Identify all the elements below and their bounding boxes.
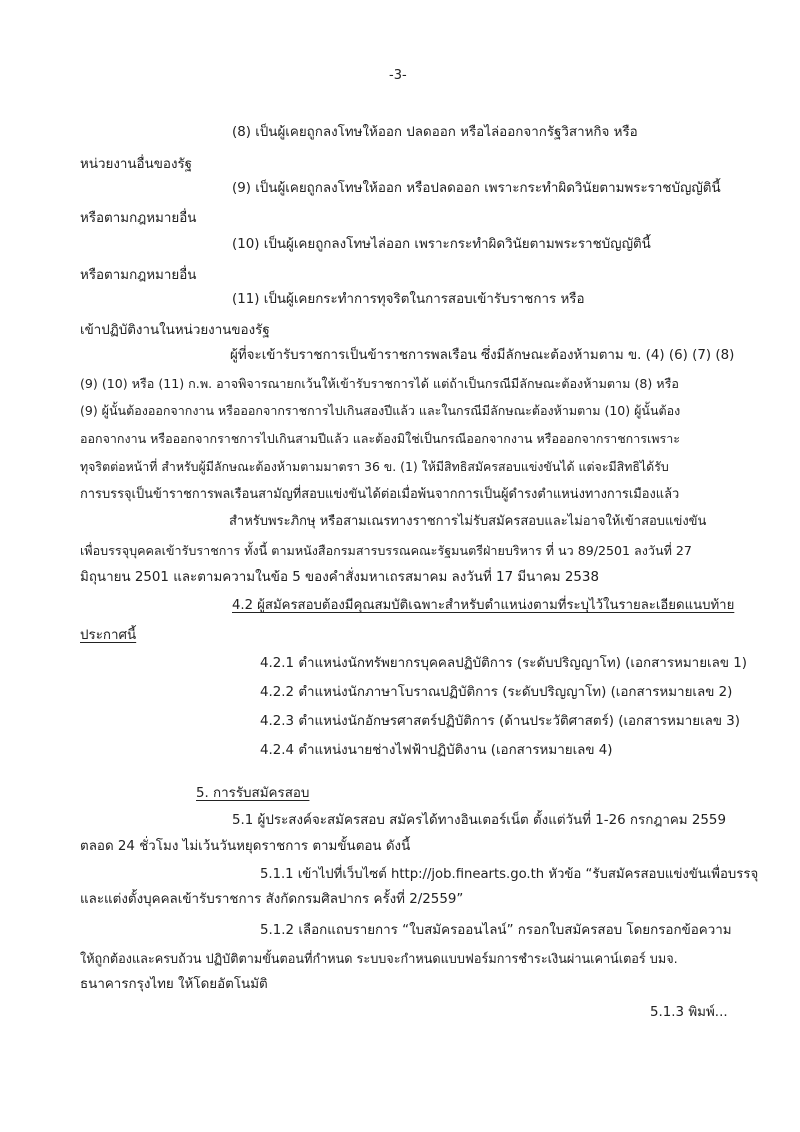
paragraph-line: 5.1.1 เข้าไปที่เว็บไซต์ http://job.finearts.go.th หัวข้อ “รับสมัครสอบแข่งขันเพื่อบรรจุ [260,867,759,882]
paragraph-line: เพื่อบรรจุบุคคลเข้ารับราชการ ทั้งนี้ ตามหนังสือกรมสารบรรณคณะรัฐมนตรีฝ่ายบริหาร ที่ นว 89/2501 ลงวันที่ 27 [80,543,692,558]
paragraph-line: (10) เป็นผู้เคยถูกลงโทษไล่ออก เพราะกระทำผิดวินัยตามพระราชบัญญัตินี้ [232,237,651,252]
paragraph-line: หน่วยงานอื่นของรัฐ [80,157,193,172]
paragraph-line: 5.1 ผู้ประสงค์จะสมัครสอบ สมัครได้ทางอินเตอร์เน็ต ตั้งแต่วันที่ 1-26 กรกฎาคม 2559 [232,813,726,828]
paragraph-line: ให้ถูกต้องและครบถ้วน ปฏิบัติตามขั้นตอนที่กำหนด ระบบจะกำหนดแบบฟอร์มการชำระเงินผ่านเคาน์เตอร์ บมจ. [80,951,678,966]
paragraph-line: (9) ผู้นั้นต้องออกจากงาน หรือออกจากราชการไปเกินสองปีแล้ว และในกรณีมีลักษณะต้องห้ามตาม (10) ผู้นั้นต้อง [80,403,681,418]
paragraph-line: ประกาศนี้ [80,628,137,643]
paragraph-line: (8) เป็นผู้เคยถูกลงโทษให้ออก ปลดออก หรือไล่ออกจากรัฐวิสาหกิจ หรือ [232,125,638,140]
list-item: 4.2.1 ตำแหน่งนักทรัพยากรบุคคลปฏิบัติการ (ระดับปริญญาโท) (เอกสารหมายเลข 1) [260,656,747,671]
paragraph-line: สำหรับพระภิกษุ หรือสามเณรทางราชการไม่รับสมัครสอบและไม่อาจให้เข้าสอบแข่งขัน [229,514,707,529]
list-item: 4.2.3 ตำแหน่งนักอักษรศาสตร์ปฏิบัติการ (ด้านประวัติศาสตร์) (เอกสารหมายเลข 3) [260,714,741,729]
paragraph-line: 5.1.2 เลือกแถบรายการ “ใบสมัครออนไลน์” กรอกใบสมัครสอบ โดยกรอกข้อความ [260,923,732,938]
paragraph-line: ทุจริตต่อหน้าที่ สำหรับผู้มีลักษณะต้องห้ามตามมาตรา 36 ข. (1) ให้มีสิทธิสมัครสอบแข่งขันได้ แต่จะมีสิทธิได้รับ [80,459,669,474]
list-item: 4.2.4 ตำแหน่งนายช่างไฟฟ้าปฏิบัติงาน (เอกสารหมายเลข 4) [260,743,613,758]
paragraph-line: มิถุนายน 2501 และตามความในข้อ 5 ของคำสั่งมหาเถรสมาคม ลงวันที่ 17 มีนาคม 2538 [80,570,599,585]
paragraph-line: ผู้ที่จะเข้ารับราชการเป็นข้าราชการพลเรือน ซึ่งมีลักษณะต้องห้ามตาม ข. (4) (6) (7) (8) [230,348,735,363]
paragraph-line: หรือตามกฎหมายอื่น [80,211,197,226]
paragraph-line: (11) เป็นผู้เคยกระทำการทุจริตในการสอบเข้ารับราชการ หรือ [232,292,585,307]
paragraph-line: (9) เป็นผู้เคยถูกลงโทษให้ออก หรือปลดออก เพราะกระทำผิดวินัยตามพระราชบัญญัตินี้ [232,181,721,196]
paragraph-line: เข้าปฏิบัติงานในหน่วยงานของรัฐ [80,323,270,338]
paragraph-line: ออกจากงาน หรือออกจากราชการไปเกินสามปีแล้ว และต้องมิใช่เป็นกรณีออกจากงาน หรือออกจากราชการเพราะ [80,431,680,446]
page-number: -3- [389,68,407,83]
list-item: 4.2.2 ตำแหน่งนักภาษาโบราณปฏิบัติการ (ระดับปริญญาโท) (เอกสารหมายเลข 2) [260,685,733,700]
paragraph-line: หรือตามกฎหมายอื่น [80,268,197,283]
paragraph-line: (9) (10) หรือ (11) ก.พ. อาจพิจารณายกเว้นให้เข้ารับราชการได้ แต่ถ้าเป็นกรณีมีลักษณะต้องห้ามตาม (8) หรือ [80,376,679,391]
section-5-heading: 5. การรับสมัครสอบ [196,786,310,801]
paragraph-line: ตลอด 24 ชั่วโมง ไม่เว้นวันหยุดราชการ ตามขั้นตอน ดังนี้ [80,839,411,854]
section-4-2-heading: 4.2 ผู้สมัครสอบต้องมีคุณสมบัติเฉพาะสำหรับตำแหน่งตามที่ระบุไว้ในรายละเอียดแนบท้าย [232,598,735,613]
continuation-marker: 5.1.3 พิมพ์... [650,1005,728,1020]
paragraph-line: ธนาคารกรุงไทย ให้โดยอัตโนมัติ [80,977,268,992]
paragraph-line: การบรรจุเป็นข้าราชการพลเรือนสามัญที่สอบแข่งขันได้ต่อเมื่อพ้นจากการเป็นผู้ดำรงตำแหน่งทางการเมืองแล้ว [80,487,680,502]
paragraph-line: และแต่งตั้งบุคคลเข้ารับราชการ สังกัดกรมศิลปากร ครั้งที่ 2/2559” [80,892,464,907]
